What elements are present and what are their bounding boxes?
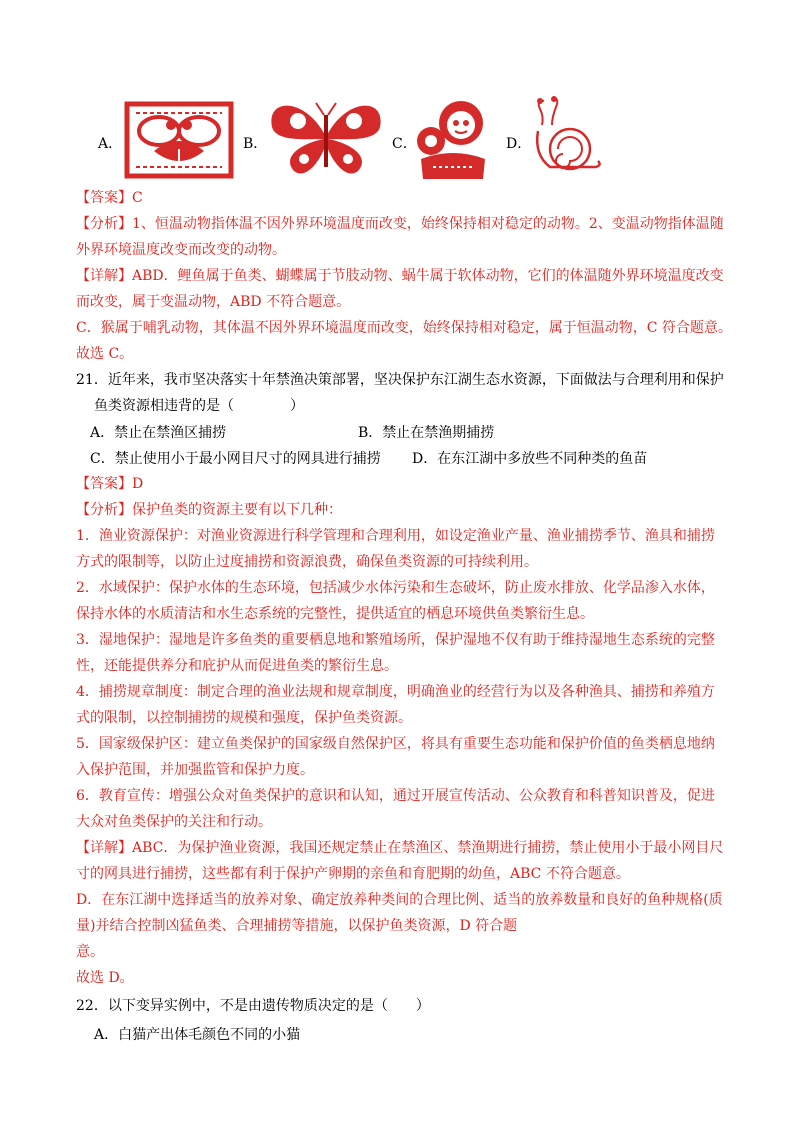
q21-option-b[interactable]: B．禁止在禁渔期捕捞	[358, 425, 495, 441]
q21-analysis-item: 方式的限制等，以防止过度捕捞和资源浪费，确保鱼类资源的可持续利用。	[76, 554, 538, 570]
q21-option-d[interactable]: D．在东江湖中多放些不同种类的鱼苗	[412, 451, 648, 467]
q21-analysis-item: 5．国家级保护区：建立鱼类保护的国家级自然保护区，将具有重要生态功能和保护价值的鱼类栖息地纳	[76, 736, 715, 752]
q21-stem: 21．近年来，我市坚决落实十年禁渔决策部署，坚决保护东江湖生态水资源，下面做法与合理利用和保护	[76, 372, 724, 388]
option-d-label: D．	[506, 136, 532, 152]
papercut-monkey-icon[interactable]	[413, 97, 495, 181]
q20-detail-line: C．猴属于哺乳动物，其体温不因外界环境温度而改变，始终保持相对稳定，属于恒温动物，C 符合题意。	[76, 320, 732, 336]
q22-stem: 22．以下变异实例中，不是由遗传物质决定的是（ ）	[76, 998, 430, 1014]
q21-option-c[interactable]: C．禁止使用小于最小网目尺寸的网具进行捕捞	[90, 451, 381, 467]
papercut-fish-icon[interactable]	[124, 101, 234, 179]
q21-analysis-item: 性，还能提供养分和庇护从而促进鱼类的繁衍生息。	[76, 658, 398, 674]
q20-detail-line: 而改变，属于变温动物，ABD 不符合题意。	[76, 294, 351, 310]
q21-analysis-item: 3．湿地保护：湿地是许多鱼类的重要栖息地和繁殖场所，保护湿地不仅有助于维持湿地生态系统的完整	[76, 632, 715, 648]
q21-detail-line: D．在东江湖中选择适当的放养对象、确定放养种类间的合理比例、适当的放养数量和良好的鱼种规格(质	[76, 892, 723, 908]
q21-detail-line: 意。	[76, 944, 104, 960]
q21-option-a[interactable]: A．禁止在禁渔区捕捞	[90, 425, 227, 441]
q21-conclusion: 故选 D。	[76, 970, 134, 986]
q21-analysis-item: 1．渔业资源保护：对渔业资源进行科学管理和合理利用，如设定渔业产量、渔业捕捞季节、渔具和捕捞	[76, 528, 715, 544]
q20-conclusion: 故选 C。	[76, 346, 134, 362]
q20-analysis-line: 外界环境温度改变而改变的动物。	[76, 242, 286, 258]
option-a-label: A．	[98, 136, 123, 152]
q21-answer: 【答案】D	[76, 476, 144, 492]
option-b-label: B．	[243, 136, 268, 152]
q21-analysis-head: 【分析】保护鱼类的资源主要有以下几种：	[76, 502, 342, 518]
q21-stem-cont: 鱼类资源相违背的是（ ）	[94, 398, 304, 414]
q21-detail-line: 寸的网具进行捕捞，这些都有利于保护产卵期的亲鱼和育肥期的幼鱼，ABC 不符合题意。	[76, 866, 630, 882]
q20-detail-line: 【详解】ABD．鲤鱼属于鱼类、蝴蝶属于节肢动物、蜗牛属于软体动物，它们的体温随外界环境温度改变	[76, 268, 724, 284]
q21-detail-line: 量)并结合控制凶猛鱼类、合理捕捞等措施，以保护鱼类资源，D 符合题	[76, 918, 518, 934]
q21-analysis-item: 2．水域保护：保护水体的生态环境，包括减少水体污染和生态破坏，防止废水排放、化学品渗入水体，	[76, 580, 715, 596]
option-c-label: C．	[392, 136, 417, 152]
q21-analysis-item: 保持水体的水质清洁和水生态系统的完整性，提供适宜的栖息环境供鱼类繁衍生息。	[76, 606, 594, 622]
q21-analysis-item: 6．教育宣传：增强公众对鱼类保护的意识和认知，通过开展宣传活动、公众教育和科普知识普及，促进	[76, 788, 715, 804]
papercut-snail-icon[interactable]	[530, 95, 604, 181]
q21-analysis-item: 大众对鱼类保护的关注和行动。	[76, 814, 272, 830]
q21-analysis-item: 入保护范围，并加强监管和保护力度。	[76, 762, 314, 778]
q21-detail-line: 【详解】ABC．为保护渔业资源，我国还规定禁止在禁渔区、禁渔期进行捕捞，禁止使用小于最小网目尺	[76, 840, 724, 856]
q21-analysis-item: 4．捕捞规章制度：制定合理的渔业法规和规章制度，明确渔业的经营行为以及各种渔具、捕捞和养殖方	[76, 684, 715, 700]
q20-answer: 【答案】C	[76, 190, 143, 206]
q22-option-a[interactable]: A．白猫产出体毛颜色不同的小猫	[94, 1027, 301, 1043]
q20-analysis-line: 【分析】1、恒温动物指体温不因外界环境温度而改变，始终保持相对稳定的动物。2、变温动物指体温随	[76, 216, 724, 232]
q21-analysis-item: 式的限制，以控制捕捞的规模和强度，保护鱼类资源。	[76, 710, 412, 726]
papercut-butterfly-icon[interactable]	[266, 97, 386, 177]
q20-image-options	[0, 95, 800, 180]
